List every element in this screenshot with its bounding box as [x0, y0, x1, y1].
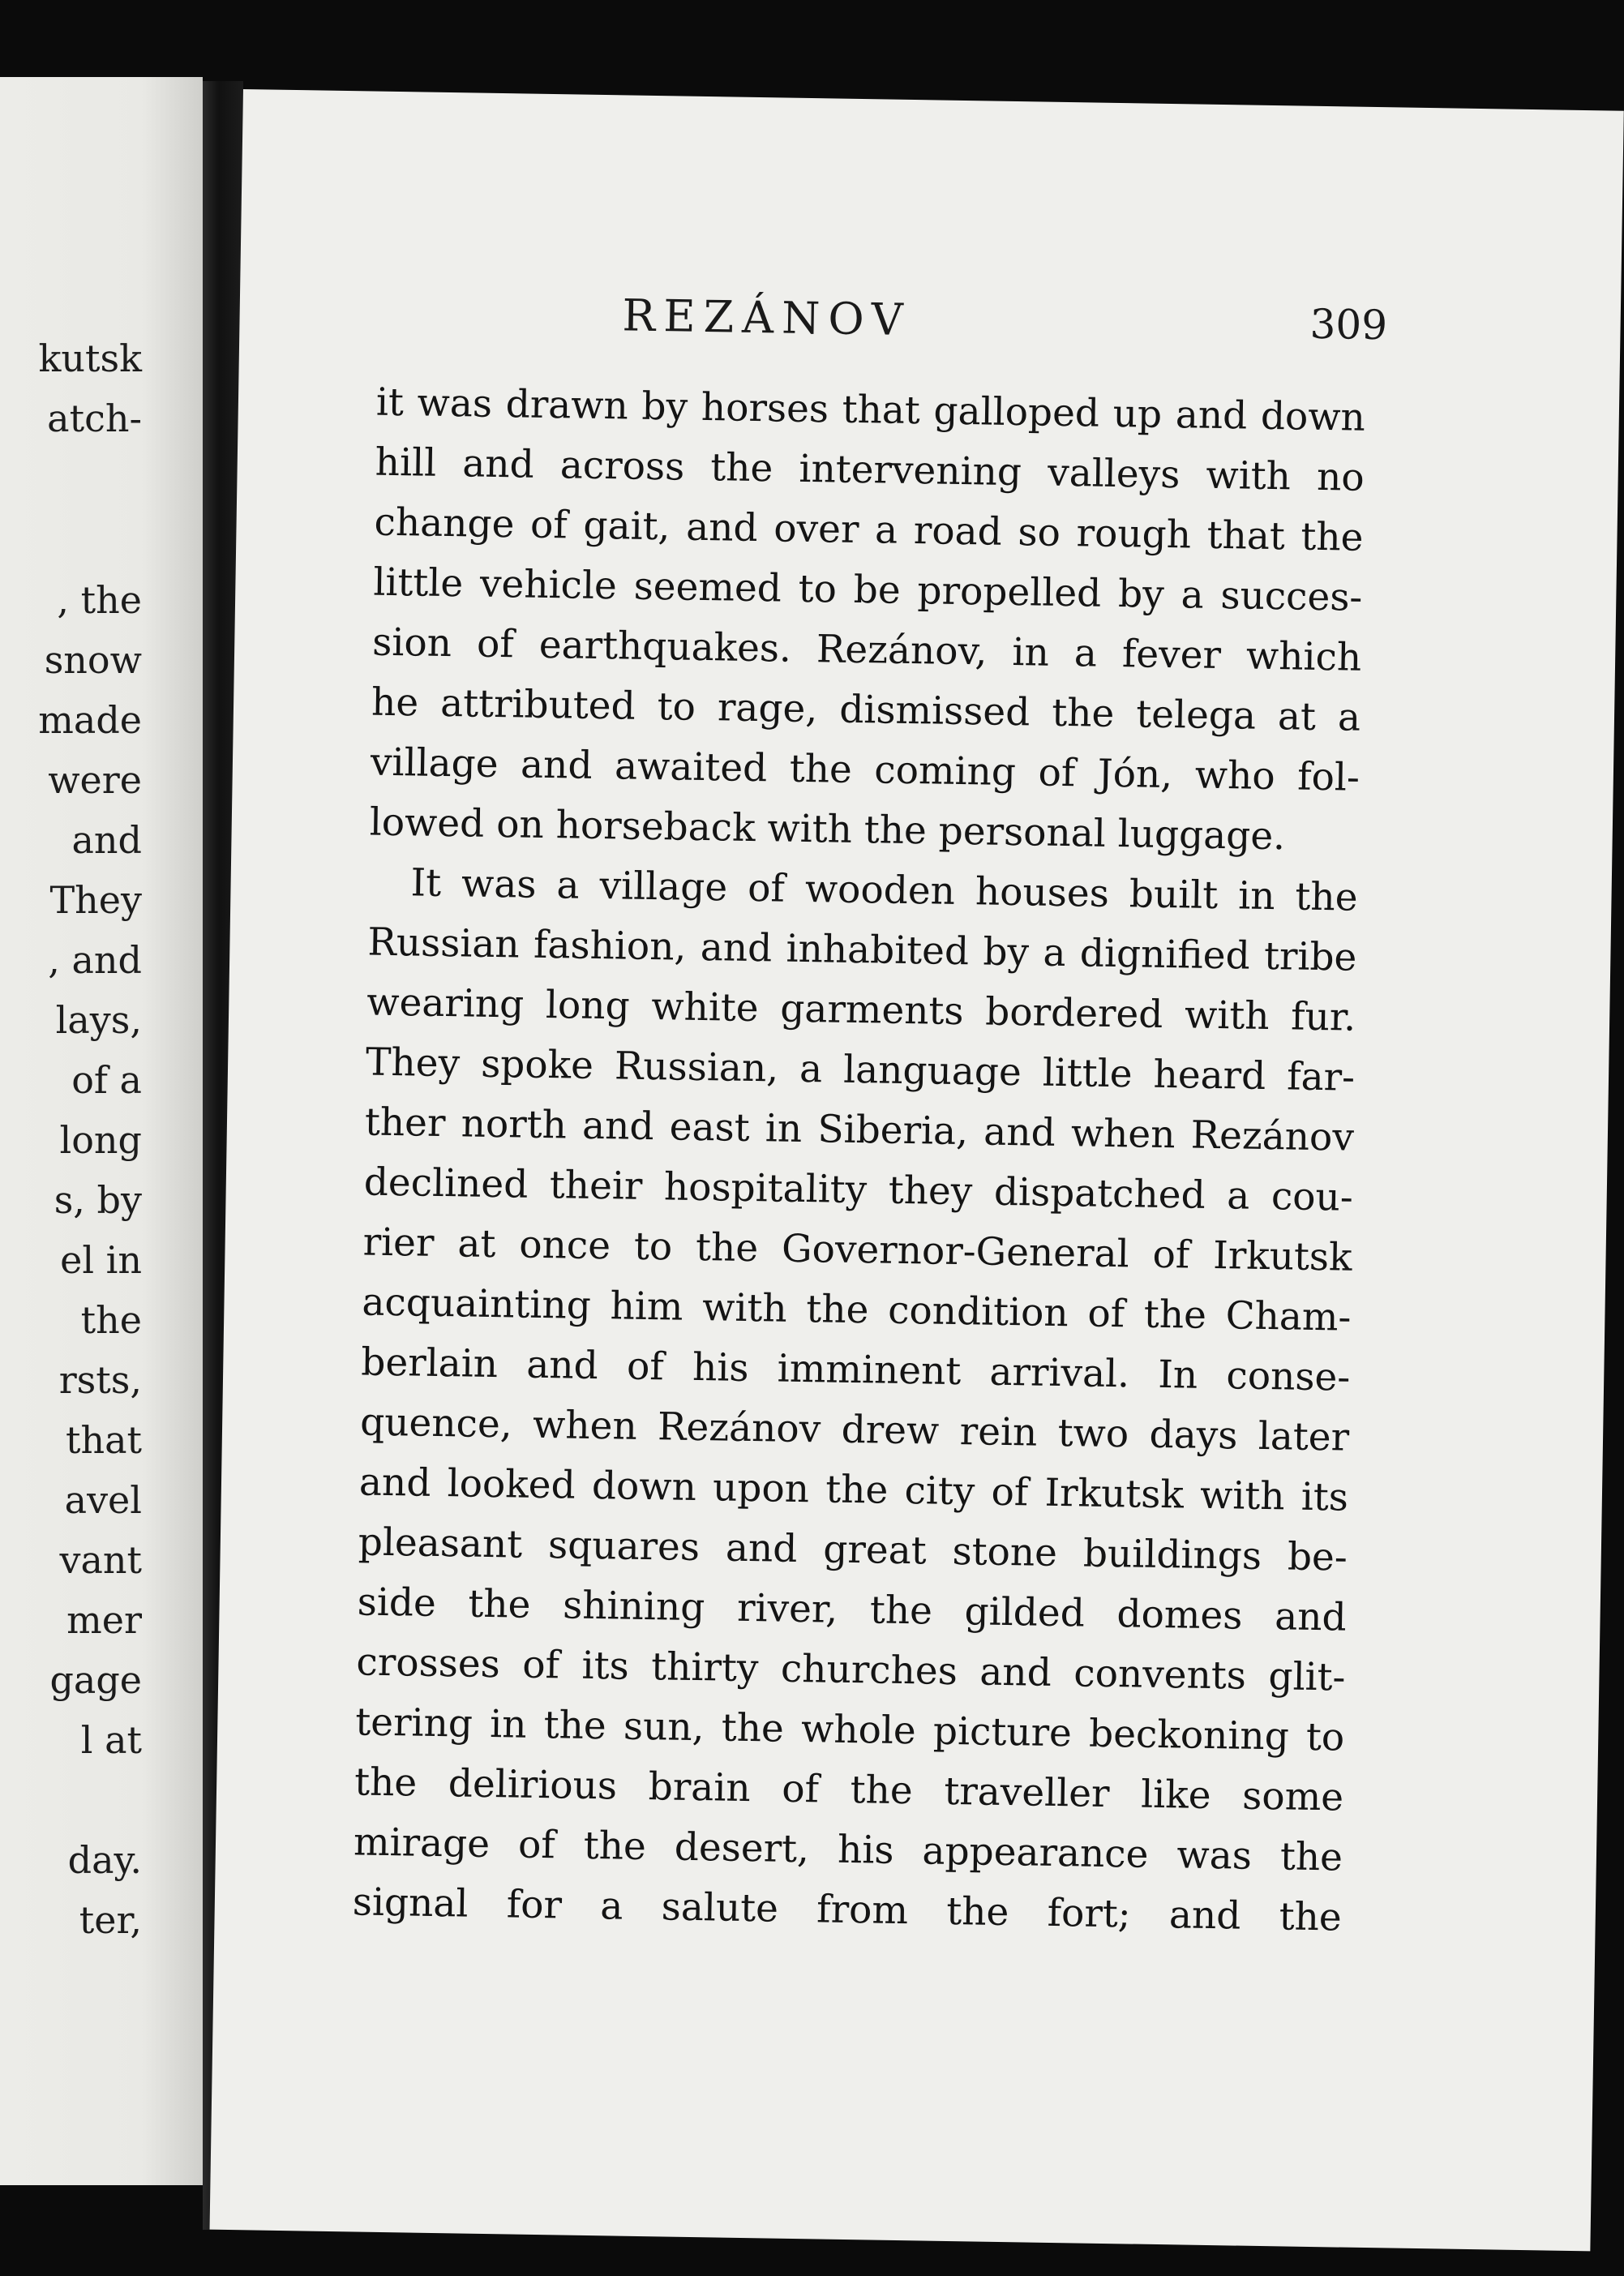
text-line: acquainting him with the condition of the Cham-: [362, 1279, 1352, 1340]
text-line: sion of earthquakes. Rezánov, in a fever which: [371, 619, 1362, 680]
text-line: rier at once to the Governor-General of Irkutsk: [362, 1219, 1352, 1280]
left-page-line: of a: [71, 1058, 142, 1102]
text-line: change of gait, and over a road so rough that the: [374, 499, 1364, 560]
left-page-line: long: [59, 1118, 142, 1162]
text-line: tering in the sun, the whole picture beckoning to: [354, 1699, 1345, 1760]
left-page-line: rsts,: [58, 1358, 142, 1402]
left-page-line: vant: [59, 1538, 142, 1582]
left-page: [0, 77, 203, 2185]
text-line: declined their hospitality they dispatched a cou-: [363, 1159, 1354, 1220]
left-page-line: gage: [49, 1658, 142, 1702]
left-page-line: the: [80, 1298, 142, 1342]
left-page-line: l at: [80, 1718, 142, 1762]
text-line: he attributed to rage, dismissed the telega at a: [371, 679, 1361, 740]
text-line: little vehicle seemed to be propelled by a succes-: [373, 559, 1363, 620]
running-head: REZÁNOV: [622, 289, 912, 345]
text-line: They spoke Russian, a language little heard far-: [365, 1039, 1356, 1100]
left-page-line: were: [48, 758, 142, 802]
text-line: pleasant squares and great stone buildings be-: [358, 1519, 1348, 1580]
left-page-line: day.: [67, 1838, 142, 1882]
text-line: village and awaited the coming of Jón, who fol-: [370, 739, 1360, 800]
text-line: the delirious brain of the traveller like some: [354, 1760, 1344, 1820]
left-page-line: that: [65, 1418, 142, 1462]
text-line: signal for a salute from the fort; and the: [352, 1880, 1343, 1940]
text-line: side the shining river, the gilded domes and: [357, 1579, 1347, 1640]
text-line: quence, when Rezánov drew rein two days later: [359, 1399, 1350, 1460]
left-page-line: s, by: [54, 1178, 142, 1222]
left-page-line: , the: [57, 578, 142, 622]
left-page-line: el in: [60, 1238, 142, 1282]
left-page-line: made: [38, 698, 142, 742]
text-line: mirage of the desert, his appearance was the: [353, 1820, 1343, 1880]
right-page: [210, 89, 1624, 2251]
text-line: hill and across the intervening valleys with no: [375, 439, 1365, 500]
text-line: it was drawn by horses that galloped up and down: [375, 379, 1366, 440]
text-line: ther north and east in Siberia, and when Rezánov: [364, 1099, 1355, 1160]
left-page-line: and: [71, 818, 142, 862]
text-line: and looked down upon the city of Irkutsk with its: [358, 1459, 1349, 1520]
left-page-line: avel: [64, 1478, 142, 1522]
left-page-line: ter,: [79, 1898, 142, 1942]
left-page-line: lays,: [55, 998, 142, 1042]
left-page-line: atch-: [47, 396, 142, 440]
text-line: lowed on horseback with the personal luggage.: [369, 799, 1286, 859]
text-line: wearing long white garments bordered with fur.: [366, 979, 1356, 1040]
left-page-line: kutsk: [38, 336, 142, 380]
text-line: berlain and of his imminent arrival. In conse-: [360, 1339, 1351, 1400]
left-page-line: They: [49, 878, 142, 922]
left-page-line: , and: [48, 938, 142, 982]
text-line: Russian fashion, and inhabited by a dignified tribe: [367, 919, 1357, 980]
left-page-line: mer: [66, 1598, 142, 1642]
text-line: It was a village of wooden houses built in the: [410, 860, 1358, 920]
page-number: 309: [1309, 300, 1388, 349]
text-line: crosses of its thirty churches and convents glit-: [356, 1639, 1346, 1700]
left-page-line: snow: [44, 638, 142, 682]
